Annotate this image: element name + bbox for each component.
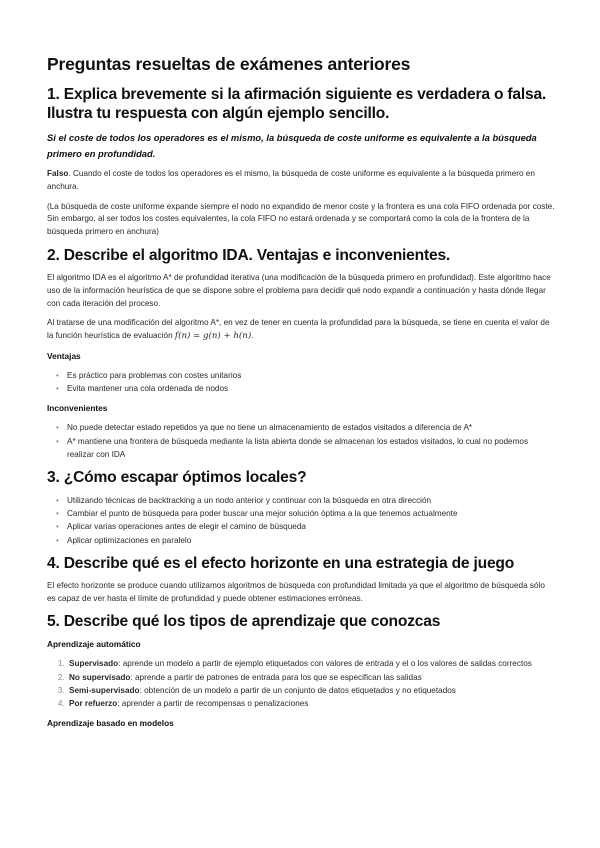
- q1-claim: Si el coste de todos los operadores es el mismo, la búsqueda de coste uniforme es equivalente a la búsqueda primero en profundidad.: [47, 132, 537, 159]
- learning-types-list: [47, 657, 555, 710]
- list-item: [67, 657, 555, 670]
- document-content: [47, 54, 555, 736]
- q1-heading: 1. Explica brevemente si la afirmación siguiente es verdadera o falsa. Ilustra tu respuesta con algún ejemplo sencillo.: [47, 86, 547, 122]
- learning-description: : obtención de un modelo a partir de un conjunto de datos etiquetados y no etiquetados: [139, 685, 456, 695]
- list-item: [67, 697, 555, 710]
- q2-paragraph-2: [47, 317, 555, 343]
- list-item: • Cambiar el punto de búsqueda para poder buscar una mejor solución óptima a la que tenemos actualmente: [67, 507, 555, 520]
- q1-answer-label: Falso: [47, 169, 69, 178]
- learning-term: Por refuerzo: [69, 699, 118, 708]
- q5-heading: 5. Describe qué los tipos de aprendizaje que conozcas: [47, 613, 441, 631]
- list-item: • Utilizando técnicas de backtracking a un nodo anterior y continuar con la búsqueda en otra dirección: [67, 494, 555, 507]
- inconvenientes-heading: Inconvenientes: [47, 403, 108, 414]
- list-item: • Aplicar varias operaciones antes de elegir el camino de búsqueda: [67, 520, 555, 533]
- q2-paragraph-2-text: Al tratarse de una modificación del algoritmo A*, en vez de tener en cuenta la profundidad para la búsqueda, se tiene en cuenta el valor de la función heurística de evaluación: [47, 318, 550, 341]
- q2-paragraph-2-end: .: [251, 331, 254, 341]
- learning-description: : aprende un modelo a partir de ejemplo etiquetados con valores de entrada y el o los valores de salidas correctos: [118, 659, 532, 669]
- learning-description: : aprender a partir de recompensas o penalizaciones: [117, 699, 309, 708]
- q1-answer: [47, 168, 555, 194]
- list-item: • No puede detectar estado repetidos ya que no tiene un almacenamiento de estados visitados a diferencia de A*: [67, 421, 555, 434]
- list-item: • A* mantiene una frontera de búsqueda mediante la lista abierta donde se almacenan los estados visitados, lo cual no podemos realizar con IDA: [67, 435, 555, 461]
- ventajas-list: [47, 369, 555, 395]
- page-title: Preguntas resueltas de exámenes anteriores: [47, 54, 411, 74]
- q2-paragraph-1: El algoritmo IDA es el algoritmo A* de profundidad iterativa (una modificación de la búsqueda primero en profundidad). Este algoritmo hace uso de la información heurística de que se dispone sobre el problema para decidir qué nodo expandir a continuación y hasta dónde llegar con cada iteración del proceso.: [47, 272, 551, 308]
- list-item: • Aplicar optimizaciones en paralelo: [67, 534, 555, 547]
- list-item: [67, 671, 555, 684]
- list-item: • Es práctico para problemas con costes unitarios: [67, 369, 555, 382]
- aprendizaje-modelos-heading: Aprendizaje basado en modelos: [47, 718, 174, 729]
- learning-description: : aprende a partir de patrones de entrada para los que se especifican las salidas: [130, 672, 422, 682]
- list-item: [67, 684, 555, 697]
- q3-heading: 3. ¿Cómo escapar óptimos locales?: [47, 468, 307, 486]
- list-item: • Evita mantener una cola ordenada de nodos: [67, 382, 555, 395]
- q4-heading: 4. Describe qué es el efecto horizonte en una estrategia de juego: [47, 554, 515, 572]
- q4-paragraph: El efecto horizonte se produce cuando utilizamos algoritmos de búsqueda con profundidad limitada ya que el algoritmo de búsqueda sólo es capaz de ver hasta el límite de profundidad y puede obtener estimaciones erróneas.: [47, 580, 545, 603]
- aprendizaje-automatico-heading: Aprendizaje automático: [47, 639, 141, 650]
- learning-term: Semi-supervisado: [69, 685, 140, 695]
- ventajas-heading: Ventajas: [47, 350, 81, 361]
- q1-note: (La búsqueda de coste uniforme expande siempre el nodo no expandido de menor coste y la frontera es una cola FIFO ordenada por coste. Sin embargo, al ser todos los costes equivalentes, la cola FIFO no estará ordenada y se comportará como la cola de la frontera de la búsqueda primero en anchura): [47, 201, 555, 237]
- inconvenientes-list: [47, 421, 555, 461]
- learning-term: Supervisado: [69, 659, 119, 669]
- heuristic-formula: f(n) = g(n) + h(n): [174, 331, 252, 342]
- q2-heading: 2. Describe el algoritmo IDA. Ventajas e inconvenientes.: [47, 246, 451, 264]
- learning-term: No supervisado: [69, 672, 131, 682]
- q3-list: [47, 494, 555, 547]
- q1-answer-text: . Cuando el coste de todos los operadores es el mismo, la búsqueda de coste uniforme es equivalente a la búsqueda primero en anchura.: [47, 169, 535, 191]
